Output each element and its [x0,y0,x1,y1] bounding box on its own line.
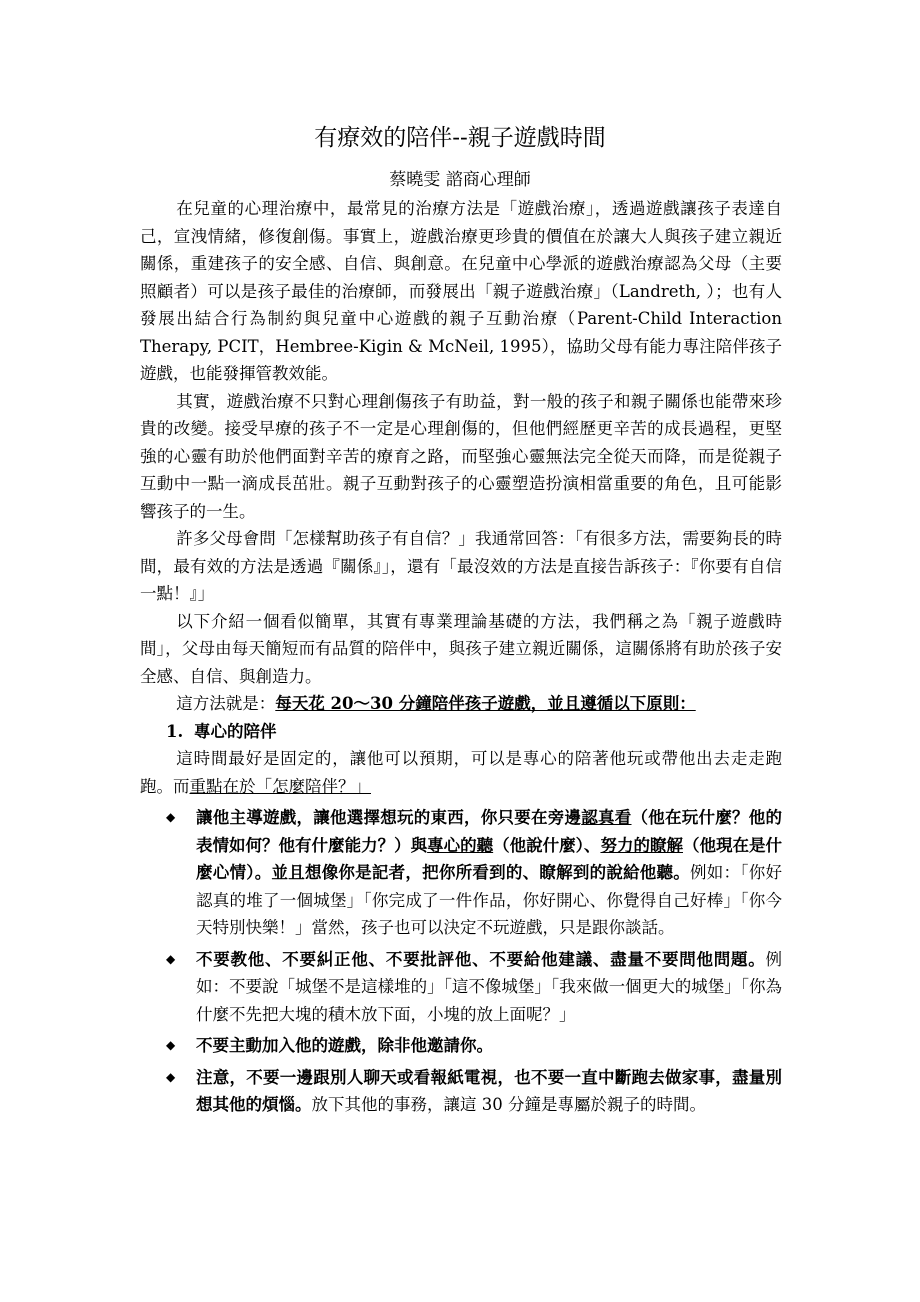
bullet1-watch: 認真看 [581,808,632,827]
document-title: 有療效的陪伴--親子遊戲時間 [314,125,606,151]
author-line: 蔡曉雯 諮商心理師 [389,170,531,190]
bullet1-text-h: （他現在是什麼心情）。並且想像你是記者，把你所看到的、瞭解到的說給他聽。 [196,835,783,882]
bullet4-lead: 注意，不要一邊跟別人聊天或看報紙電視，也不要一直中斷跑去做家事，盡量別想其他的煩惱。 [196,1067,782,1114]
diamond-bullet-icon: ◆ [166,810,176,824]
list-item [140,804,782,942]
document-body [140,195,782,1123]
bullet1-example: 例如：「你好認真的堆了一個城堡」「你完成了一件作品，你好開心、你覺得自己好棒」「你今天特別快樂！」當然，孩子也可以決定不玩遊戲，只是跟你談話。 [196,863,783,937]
paragraph-method-rule [140,690,782,718]
section-title: 專心的陪伴 [194,721,277,741]
bullet1-text-d: （他在玩什麼？他的表情如何？他有什麼能力？）與 [196,808,782,855]
method-lead: 這方法就是： [176,694,276,713]
paragraph-method-intro: 以下介紹一個看似簡單，其實有專業理論基礎的方法，我們稱之為「親子遊戲時間」，父母由每天簡短而有品質的陪伴中，與孩子建立親近關係，這關係將有助於孩子安全感、自信、與創造力。 [140,611,782,686]
section-number: 1. [166,721,184,741]
bullet1-lead: 讓他主導遊戲 [196,808,297,827]
principle-list [140,804,782,1119]
diamond-bullet-icon: ◆ [166,1038,176,1052]
bullet1-understand: 努力的瞭解 [600,835,683,855]
paragraph-focus [140,745,782,800]
focus-emphasis: 重點在於「怎麼陪伴？」 [189,776,371,796]
paragraph-confidence: 許多父母會問「怎樣幫助孩子有自信？」我通常回答：「有很多方法，需要夠長的時間，最有效的方法是透過『關係』」，還有「最沒效的方法是直接告訴孩子：『你要有自信一點！』」 [140,529,782,603]
focus-text: 這時間最好是固定的，讓他可以預期，可以是專心的陪著他玩或帶他出去走走跑跑。而 [140,749,782,796]
diamond-bullet-icon: ◆ [166,951,176,966]
list-item [140,1032,782,1060]
method-rule-text: 每天花 20～30 分鐘陪伴孩子遊戲，並且遵循以下原則： [275,694,696,713]
bullet1-text-b: ，讓他選擇想玩的東西，你只要在旁邊 [296,808,582,827]
bullet2-lead: 不要教他、不要糾正他、不要批評他、不要給他建議、盡量不要問他問題。 [196,949,766,969]
section-heading-1 [140,718,782,746]
bullet2-example: 例如：不要說「城堡不是這樣堆的」「這不像城堡」「我來做一個更大的城堡」「你為什麼不先把大塊的積木放下面，小塊的放上面呢？」 [196,949,782,1024]
paragraph-intro: 在兒童的心理治療中，最常見的治療方法是「遊戲治療」，透過遊戲讓孩子表達自己，宣洩情緒，修復創傷。事實上，遊戲治療更珍貴的價值在於讓大人與孩子建立親近關係，重建孩子的安全感、自信、與創意。在兒童中心學派的遊戲治療認為父母（主要照顧者）可以是孩子最佳的治療師，而發展出「親子遊戲治療」（Landreth, ）；也有人發展出結合行為制約與兒童中心遊戲的親子互動治療（Parent-Child Interaction Therapy, PCIT，Hembree-Kigin & McNeil, 1995），協助父母有能力專注陪伴孩子遊戲，也能發揮管教效能。 [140,199,782,383]
bullet4-text: 放下其他的事務，讓這 30 分鐘是專屬於親子的時間。 [311,1095,706,1114]
bullet1-listen: 專心的聽 [427,835,494,855]
diamond-bullet-icon: ◆ [166,1069,176,1084]
list-item [140,1064,782,1119]
bullet1-text-f: （他說什麼）、 [493,835,601,855]
list-item [140,946,782,1029]
paragraph-benefits: 其實，遊戲治療不只對心理創傷孩子有助益，對一般的孩子和親子關係也能帶來珍貴的改變。接受早療的孩子不一定是心理創傷的，但他們經歷更辛苦的成長過程，更堅強的心靈有助於他們面對辛苦的療育之路，而堅強心靈無法完全從天而降，而是從親子互動中一點一滴成長茁壯。親子互動對孩子的心靈塑造扮演相當重要的角色，且可能影響孩子的一生。 [140,391,782,521]
bullet3-text: 不要主動加入他的遊戲，除非他邀請你。 [196,1036,493,1055]
